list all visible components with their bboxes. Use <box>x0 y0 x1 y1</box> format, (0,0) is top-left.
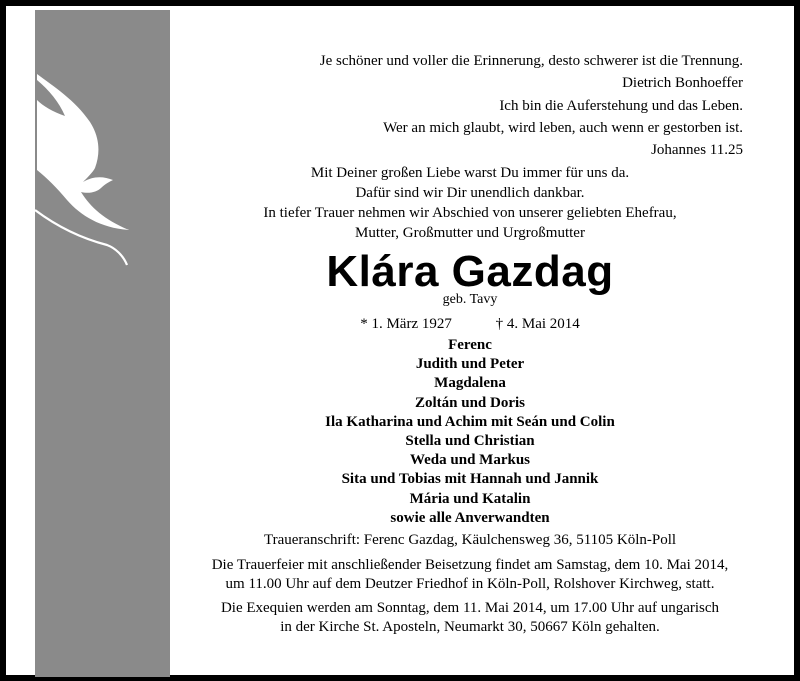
mourning-address: Traueranschrift: Ferenc Gazdag, Käulchensweg 36, 51105 Köln-Poll <box>263 532 677 548</box>
death-date: † 4. Mai 2014 <box>495 316 580 332</box>
exequies-line: in der Kirche St. Aposteln, Neumarkt 30, 50667 Köln gehalten. <box>280 619 660 635</box>
quote-text: Je schöner und voller die Erinnerung, desto schwerer ist die Trennung. <box>319 53 743 69</box>
mourners-list <box>170 336 770 528</box>
quote-line: Ich bin die Auferstehung und das Leben. <box>499 98 743 114</box>
deceased-name: Klára Gazdag <box>326 247 614 296</box>
mourner-line: Zoltán und Doris <box>414 394 526 411</box>
maiden-name: geb. Tavy <box>442 292 498 307</box>
birth-date: * 1. März 1927 <box>360 316 452 332</box>
funeral-line: Die Trauerfeier mit anschließender Beisetzung findet am Samstag, dem 10. Mai 2014, <box>211 557 729 573</box>
bonhoeffer-quote <box>320 50 743 94</box>
exequies-details <box>170 599 770 637</box>
funeral-line: um 11.00 Uhr auf dem Deutzer Friedhof in Köln-Poll, Rolshover Kirchweg, statt. <box>225 576 715 592</box>
mourner-line: Stella und Christian <box>405 433 535 450</box>
intro-line: Dafür sind wir Dir unendlich dankbar. <box>355 185 585 201</box>
quote-line: Wer an mich glaubt, wird leben, auch wenn er gestorben ist. <box>383 120 743 136</box>
mourner-line: Mária und Katalin <box>409 490 531 507</box>
mourner-line: Ila Katharina und Achim mit Seán und Colin <box>325 413 615 430</box>
mourner-line: sowie alle Anverwandten <box>390 509 550 526</box>
intro-line: Mutter, Großmutter und Urgroßmutter <box>355 225 585 241</box>
bible-quote <box>383 95 743 161</box>
quote-source: Johannes 11.25 <box>651 142 743 158</box>
intro-text <box>170 163 770 243</box>
dove-icon <box>35 60 135 270</box>
intro-line: Mit Deiner großen Liebe warst Du immer für uns da. <box>310 165 630 181</box>
mourner-line: Weda und Markus <box>409 452 531 469</box>
mourner-line: Judith und Peter <box>415 356 525 373</box>
mourner-line: Sita und Tobias mit Hannah und Jannik <box>341 471 599 488</box>
exequies-line: Die Exequien werden am Sonntag, dem 11. Mai 2014, um 17.00 Uhr auf ungarisch <box>220 600 720 616</box>
funeral-details <box>170 556 770 594</box>
intro-line: In tiefer Trauer nehmen wir Abschied von unserer geliebten Ehefrau, <box>263 205 677 221</box>
mourner-line: Ferenc <box>448 337 492 353</box>
life-dates <box>170 314 770 334</box>
quote-author: Dietrich Bonhoeffer <box>622 75 743 91</box>
mourner-line: Magdalena <box>434 375 506 392</box>
